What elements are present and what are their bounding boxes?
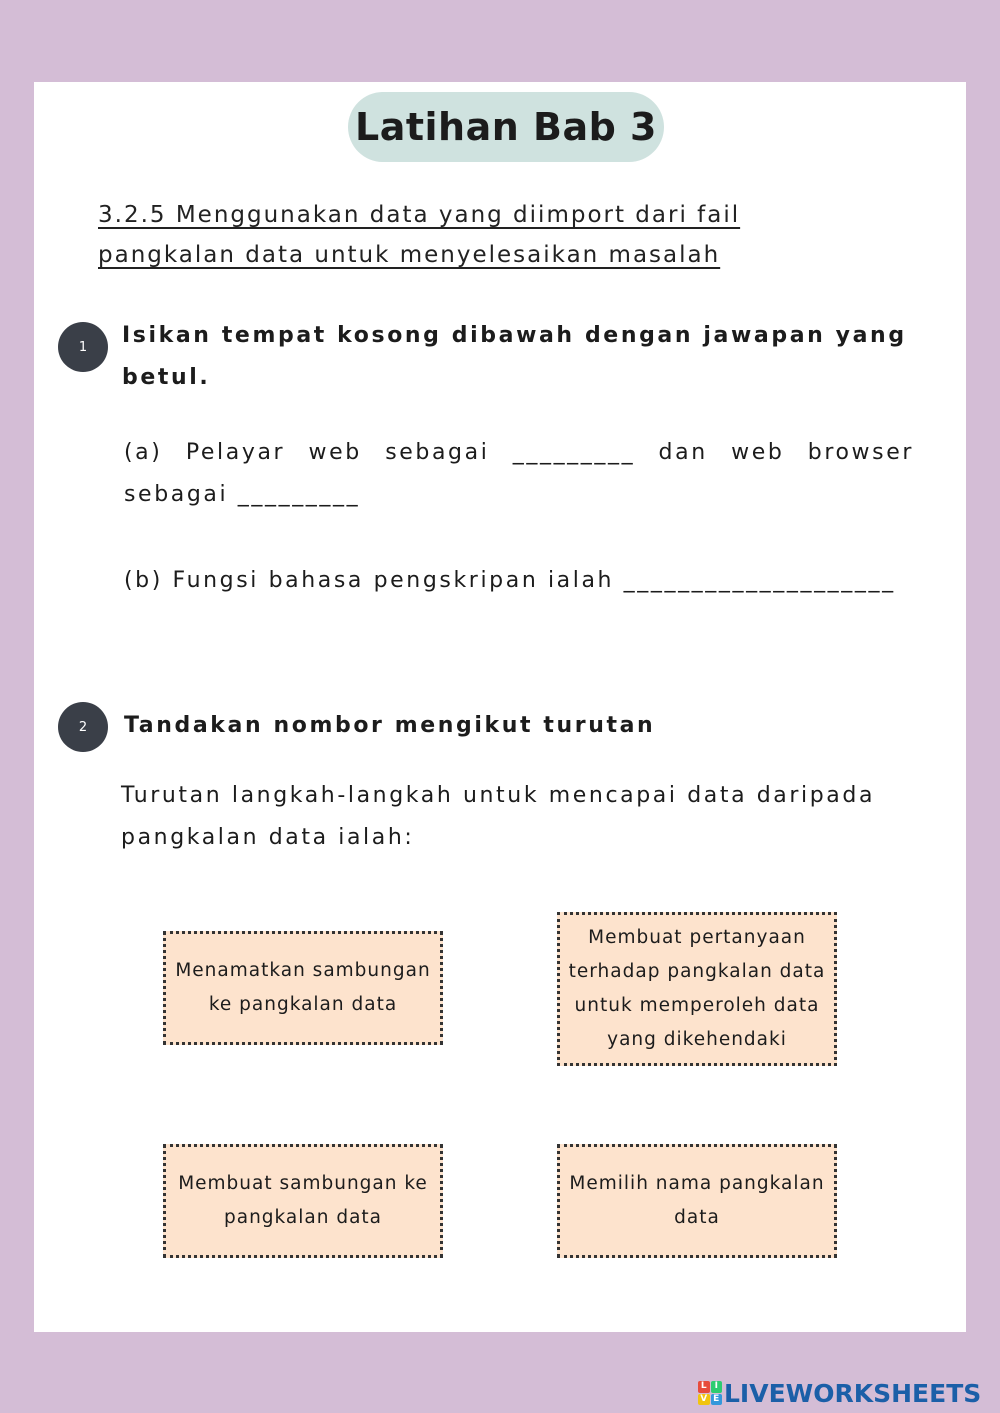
question-2-instruction: Turutan langkah-langkah untuk mencapai data daripada pangkalan data ialah: <box>121 783 876 850</box>
question-1-number: 1 <box>58 322 108 372</box>
question-1a-line-2: sebagai _________ <box>124 482 361 507</box>
question-2-prompt: Tandakan nombor mengikut turutan <box>124 713 656 738</box>
liveworksheets-logo-icon: L I V E <box>698 1381 722 1405</box>
question-2-number: 2 <box>58 702 108 752</box>
sequence-box-3: Membuat sambungan ke pangkalan data <box>163 1144 443 1258</box>
sequence-box-4: Memilih nama pangkalan data <box>557 1144 837 1258</box>
brand-name: LIVEWORKSHEETS <box>724 1378 982 1408</box>
question-1-prompt: Isikan tempat kosong dibawah dengan jawapan yang betul. <box>122 323 907 390</box>
page-title: Latihan Bab 3 <box>348 92 664 162</box>
subtitle: 3.2.5 Menggunakan data yang diimport dari fail pangkalan data untuk menyelesaikan masalah <box>98 202 741 268</box>
liveworksheets-brand <box>698 1376 981 1410</box>
question-1b: (b) Fungsi bahasa pengskripan ialah ____________________ <box>124 568 896 593</box>
sequence-box-2: Membuat pertanyaan terhadap pangkalan data untuk memperoleh data yang dikehendaki <box>557 912 837 1066</box>
sequence-box-1: Menamatkan sambungan ke pangkalan data <box>163 931 443 1045</box>
question-1a-line-1: (a) Pelayar web sebagai _________ dan web browser <box>124 440 914 465</box>
